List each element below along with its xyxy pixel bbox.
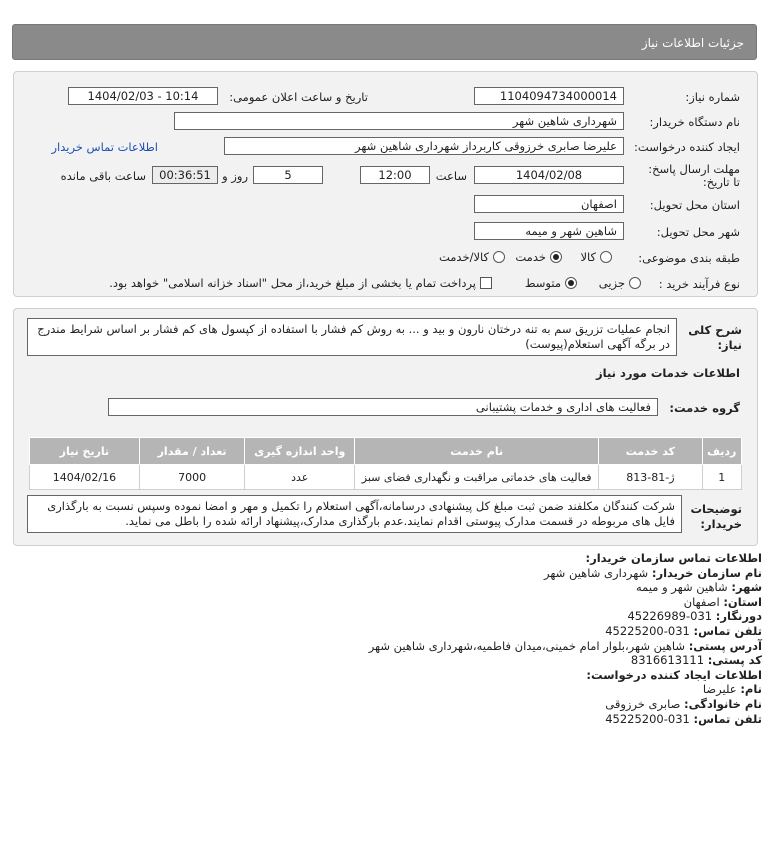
notes-text: شرکت کنندگان مکلفند ضمن ثبت مبلغ کل پیشنهادی درسامانه،آگهی استعلام را تکمیل و مهر و امضا نموده وسپس نسبت به بارگذاری فایل های مربوطه در قسمت مدارک پیوستی اقدام نمایند.عدم بارگذاری مدارک،پیشنهاد ارائه شده را باطل می نماید. (27, 495, 682, 533)
contact-city-value: شاهین شهر و میمه (636, 580, 728, 595)
payment-note: پرداخت تمام یا بخشی از مبلغ خرید،از محل "اسناد خزانه اسلامی" خواهد بود. (109, 276, 476, 290)
summary-text: انجام عملیات تزریق سم به تنه درختان نارون و بید و ... به روش کم فشار با استفاده از کپسول های کم فشار بر اساس شرایط مندرج در برگه آگهی استعلام(پیوست) (27, 318, 677, 356)
org-label: نام سازمان خریدار: (651, 565, 762, 580)
creator-phone-label: تلفن تماس: (693, 711, 762, 726)
page-header (12, 24, 757, 60)
creator-field: علیرضا صابری خرزوقی کاربرداز شهرداری شاهین شهر (224, 137, 624, 155)
time-label: ساعت (435, 169, 467, 183)
col-row: ردیف (702, 438, 741, 465)
days-field: 5 (253, 166, 323, 184)
category-option-goods-service: کالا/خدمت (438, 250, 489, 264)
name-value: علیرضا (702, 682, 737, 697)
family-value: صابری خرزوقی (605, 696, 681, 711)
process-label: نوع فرآیند خرید : (658, 277, 740, 291)
col-need-date: تاریخ نیاز (30, 438, 140, 465)
category-option-service: خدمت (515, 250, 546, 264)
buyer-field: شهرداری شاهین شهر (174, 112, 624, 130)
need-number-label: شماره نیاز: (685, 90, 740, 104)
cell-unit: عدد (245, 465, 355, 490)
category-label: طبقه بندی موضوعی: (638, 251, 740, 265)
buyer-label: نام دستگاه خریدار: (649, 115, 740, 129)
city-label: شهر محل تحویل: (656, 225, 740, 239)
deadline-time-field: 12:00 (360, 166, 430, 184)
process-radio-minor[interactable] (629, 277, 641, 289)
category-radio-goods[interactable] (600, 251, 612, 263)
buyer-contact-link[interactable]: اطلاعات تماس خریدار (51, 140, 158, 154)
cell-service-code: ژ-81-813 (599, 465, 702, 490)
postal-label: کد پستی: (707, 653, 762, 668)
category-radio-service[interactable] (550, 251, 562, 263)
summary-label: شرح کلی نیاز: (688, 323, 742, 352)
page-title: جزئیات اطلاعات نیاز (641, 36, 744, 50)
col-unit: واحد اندازه گیری (245, 438, 355, 465)
phone-label: تلفن تماس: (693, 623, 762, 638)
family-label: نام خانوادگی: (684, 696, 762, 711)
address-label: آدرس پستی: (688, 638, 762, 653)
name-label: نام: (740, 682, 762, 697)
cell-row: 1 (702, 465, 741, 490)
service-group-field: فعالیت های اداری و خدمات پشتیبانی (108, 398, 658, 416)
fax-label: دورنگار: (715, 609, 762, 624)
creator-info-title: اطلاعات ایجاد کننده درخواست: (586, 667, 762, 682)
postal-value: 8316613111 (630, 653, 705, 668)
org-value: شهرداری شاهین شهر (544, 565, 649, 580)
table-row (30, 465, 742, 490)
address-value: شاهین شهر،بلوار امام خمینی،میدان فاطمیه،شهرداری شاهین شهر (368, 638, 686, 653)
province-field: اصفهان (474, 195, 624, 213)
col-service-name: نام خدمت (355, 438, 599, 465)
notes-label: توضیحات خریدار: (690, 502, 742, 531)
city-field: شاهین شهر و میمه (474, 222, 624, 240)
creator-phone-value: 031-45225200 (605, 711, 690, 726)
days-label: روز و (222, 169, 248, 183)
table-header-row (30, 438, 742, 465)
remaining-label: ساعت باقی مانده (60, 169, 146, 183)
cell-need-date: 1404/02/16 (30, 465, 140, 490)
services-table (29, 437, 742, 490)
contact-title: اطلاعات تماس سازمان خریدار: (585, 551, 762, 565)
process-option-minor: جزیی (598, 276, 625, 290)
creator-label: ایجاد کننده درخواست: (634, 140, 740, 154)
cell-service-name: فعالیت های خدماتی مراقبت و نگهداری فضای سبز (355, 465, 599, 490)
cell-quantity: 7000 (139, 465, 245, 490)
announce-field: 1404/02/03 - 10:14 (68, 87, 218, 105)
phone-value: 031-45225200 (605, 623, 690, 638)
need-number-field: 1104094734000014 (474, 87, 624, 105)
contact-province-value: اصفهان (683, 594, 720, 609)
col-service-code: کد خدمت (599, 438, 702, 465)
services-section-title: اطلاعات خدمات مورد نیاز (596, 366, 740, 380)
province-label: استان محل تحویل: (649, 198, 740, 212)
col-quantity: تعداد / مقدار (139, 438, 245, 465)
contact-section (369, 551, 762, 726)
contact-province-label: استان: (723, 594, 762, 609)
deadline-label: مهلت ارسال پاسخ: تا تاریخ: (648, 162, 740, 189)
payment-checkbox[interactable] (480, 277, 492, 289)
deadline-date-field: 1404/02/08 (474, 166, 624, 184)
announce-label: تاریخ و ساعت اعلان عمومی: (229, 90, 368, 104)
fax-value: 031-45226989 (627, 609, 713, 624)
remaining-time-field: 00:36:51 (152, 166, 218, 184)
process-radio-medium[interactable] (565, 277, 577, 289)
category-option-goods: کالا (580, 250, 596, 264)
contact-city-label: شهر: (731, 580, 762, 595)
category-radio-goods-service[interactable] (493, 251, 505, 263)
process-option-medium: متوسط (524, 276, 561, 290)
service-group-label: گروه خدمت: (669, 401, 740, 415)
